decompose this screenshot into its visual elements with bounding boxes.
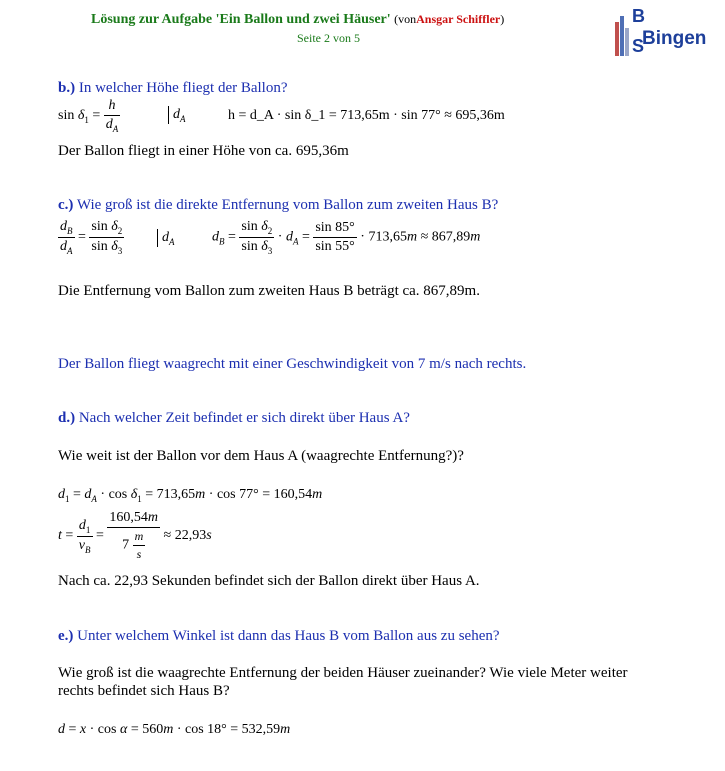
equation-b-result: h = d_A · sin δ_1 = 713,65m · sin 77° ≈ 695,36m (228, 108, 505, 123)
multiply-step-c: $d_A$ (157, 229, 175, 247)
sub-question-e-line2: rechts befindet sich Haus B? (58, 683, 230, 699)
answer-d: Nach ca. 22,93 Sekunden befindet sich der Ballon direkt über Haus A. (58, 573, 480, 589)
answer-b: Der Ballon fliegt in einer Höhe von ca. 695,36m (58, 143, 349, 159)
multiply-step-b: $d_A$ (168, 106, 186, 124)
sub-question-d: Wie weit ist der Ballon vor dem Haus A (waagrechte Entfernung?)? (58, 448, 464, 464)
answer-c: Die Entfernung vom Ballon zum zweiten Haus B beträgt ca. 867,89m. (58, 283, 480, 299)
question-d: d.) Nach welcher Zeit befindet er sich direkt über Haus A? (58, 410, 410, 426)
equation-c-ratio: $\frac{d_B}{d_A}$ = $\frac{\sin \delta_2}{\sin \delta_3}$ (60, 219, 123, 256)
speed-info: Der Ballon fliegt waagrecht mit einer Geschwindigkeit von 7 m/s nach rechts. (58, 356, 527, 372)
question-e: e.) Unter welchem Winkel ist dann das Haus B vom Ballon aus zu sehen? (58, 628, 500, 644)
question-c: c.) Wie groß ist die direkte Entfernung vom Ballon zum zweiten Haus B? (58, 197, 499, 213)
author-open: (von (394, 12, 417, 26)
page-number: Seite 2 von 5 (297, 31, 360, 45)
equation-e-distance: d = x · cos α = 560m · cos 18° = 532,59m (58, 722, 291, 737)
question-b: b.) In welcher Höhe fliegt der Ballon? (58, 80, 288, 96)
title-text: Lösung zur Aufgabe 'Ein Ballon und zwei Häuser' (91, 12, 391, 27)
equation-c-result: $d_B$ = $\frac{\sin \delta_2}{\sin \delta_3}$ · $d_A$ = $\frac{\sin 85^\circ}{\sin 55^\circ}$ · 713,65m ≈ 867,89m (212, 219, 481, 256)
equation-b-ratio: $\sin \delta_1$ = $\frac{h}{d_A}$ (58, 98, 119, 134)
author-name: Ansgar Schiffler (416, 12, 501, 26)
author-close: ) (500, 12, 505, 26)
logo-letters: B S (632, 6, 645, 56)
logo-bars-icon (614, 14, 630, 60)
document-title (91, 12, 504, 28)
logo-word: Bingen (642, 28, 707, 49)
sub-question-e-line1: Wie groß ist die waagrechte Entfernung der beiden Häuser zueinander? Wie viele Meter weiter (58, 665, 628, 681)
equation-d1: $d_1 = d_A \cdot \cos \delta_1 = 713,65m \cdot \cos 77^\circ = 160,54m$ (58, 487, 323, 504)
bbs-bingen-logo (614, 6, 707, 60)
equation-d-time: t = $\frac{d_1}{v_B}$ = 160,54m 7 $\frac{m}{s}$ ≈ 22,93s (58, 510, 212, 561)
